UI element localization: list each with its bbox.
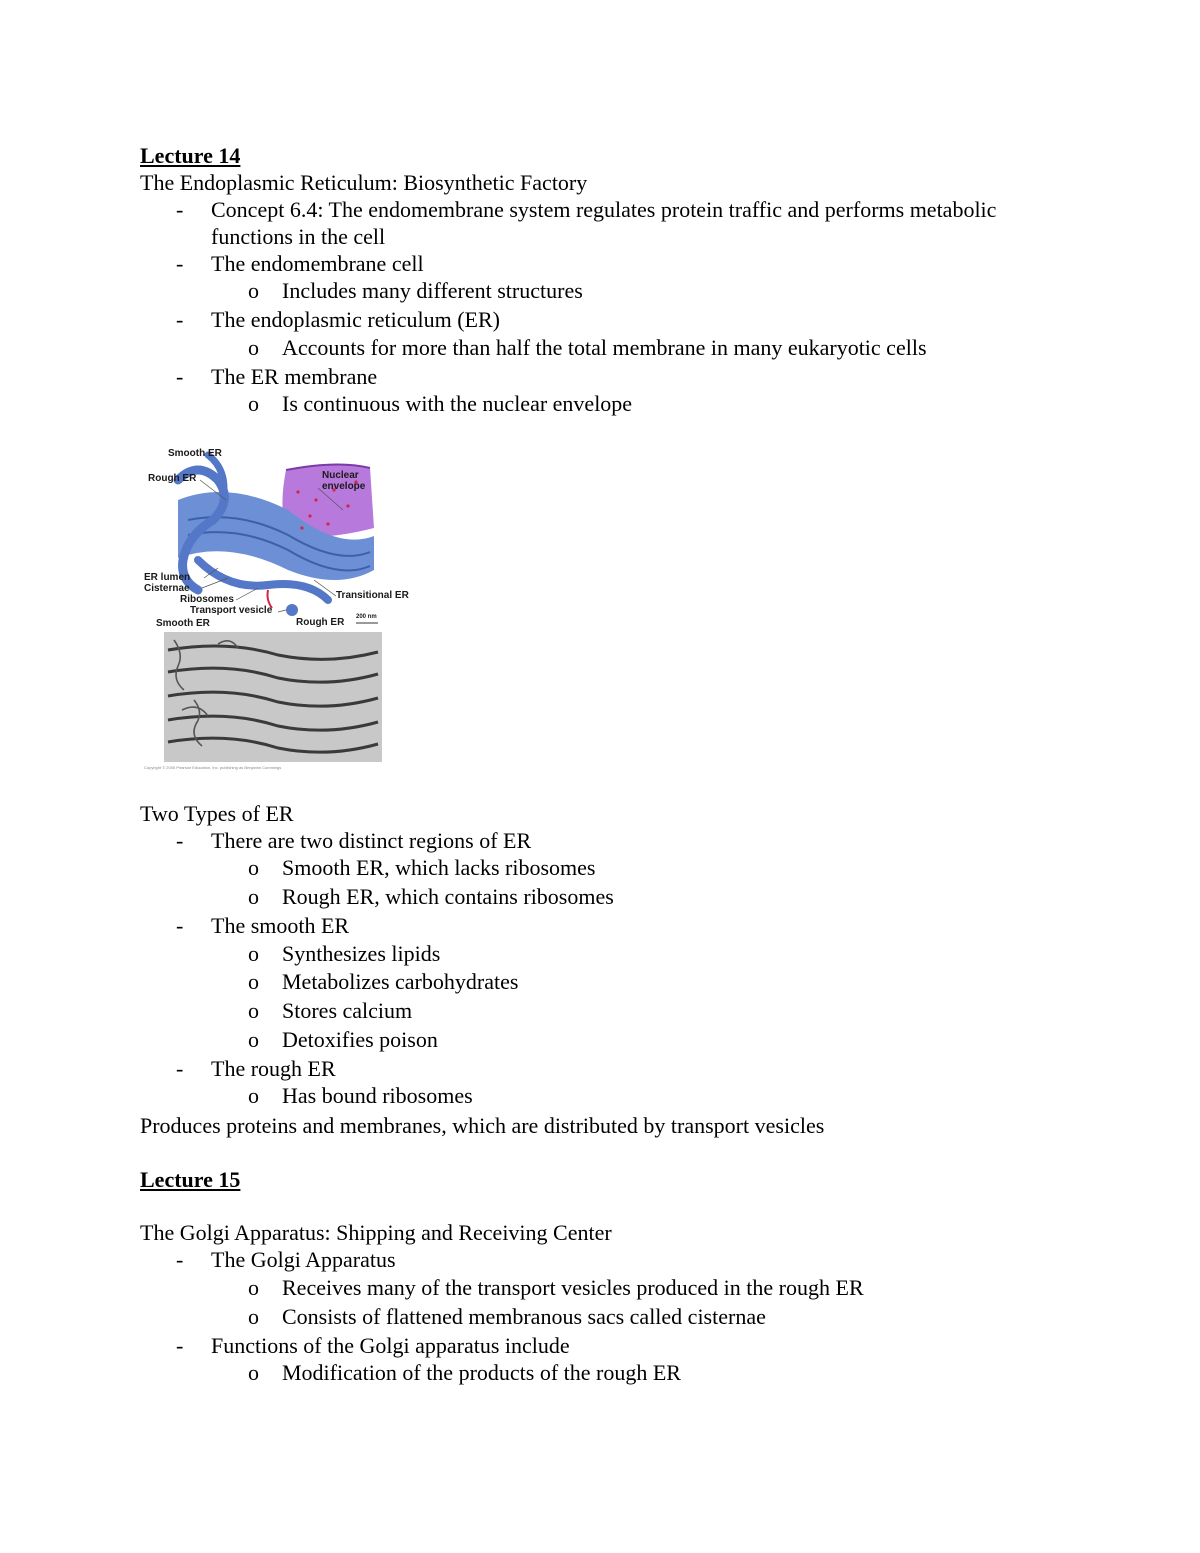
bullet-marker: o: [248, 1304, 259, 1329]
sub-list-item: Synthesizes lipids: [282, 941, 441, 966]
label-transitional-er: Transitional ER: [336, 590, 409, 601]
er-diagram-illustration: [138, 440, 418, 772]
lecture15-heading: Lecture 15: [140, 1167, 241, 1192]
sub-list-item: Includes many different structures: [282, 278, 583, 303]
bullet-marker: o: [248, 391, 259, 416]
sub-list-item: Is continuous with the nuclear envelope: [282, 391, 633, 416]
list-item: There are two distinct regions of ER: [211, 828, 532, 853]
list-item-continuation: functions in the cell: [211, 224, 386, 249]
list-item: The ER membrane: [211, 364, 378, 389]
label-cisternae: Cisternae: [144, 583, 190, 594]
bullet-marker: o: [248, 278, 259, 303]
label-nuclear-envelope-2: envelope: [322, 481, 366, 492]
sub-list-item: Rough ER, which contains ribosomes: [282, 884, 614, 909]
dash-marker: -: [176, 197, 184, 222]
label-ribosomes: Ribosomes: [180, 594, 234, 605]
two-types-closing: Produces proteins and membranes, which are distributed by transport vesicles: [140, 1113, 825, 1138]
bullet-marker: o: [248, 969, 259, 994]
dash-marker: -: [176, 828, 184, 853]
dash-marker: -: [176, 1056, 184, 1081]
sub-list-item: Detoxifies poison: [282, 1027, 438, 1052]
bullet-marker: o: [248, 884, 259, 909]
dash-marker: -: [176, 1333, 184, 1358]
bullet-marker: o: [248, 335, 259, 360]
list-item: The endoplasmic reticulum (ER): [211, 307, 500, 332]
bullet-marker: o: [248, 855, 259, 880]
bullet-marker: o: [248, 1360, 259, 1385]
bullet-marker: o: [248, 941, 259, 966]
list-item: The smooth ER: [211, 913, 350, 938]
sub-list-item: Has bound ribosomes: [282, 1083, 473, 1108]
list-item: The rough ER: [211, 1056, 336, 1081]
dash-marker: -: [176, 307, 184, 332]
label-er-lumen: ER lumen: [144, 572, 191, 583]
lecture15-title: The Golgi Apparatus: Shipping and Receiving Center: [140, 1220, 612, 1245]
label-smooth-er-bottom: Smooth ER: [156, 618, 210, 629]
label-rough-er-top: Rough ER: [148, 473, 197, 484]
two-types-title: Two Types of ER: [140, 801, 294, 826]
dash-marker: -: [176, 251, 184, 276]
er-figure: [138, 440, 418, 772]
label-scale: 200 nm: [356, 614, 377, 620]
dash-marker: -: [176, 364, 184, 389]
list-item: Concept 6.4: The endomembrane system regulates protein traffic and performs metabolic: [211, 197, 997, 222]
bullet-marker: o: [248, 1275, 259, 1300]
label-smooth-er-top: Smooth ER: [168, 448, 222, 459]
sub-list-item: Smooth ER, which lacks ribosomes: [282, 855, 596, 880]
label-transport-vesicle: Transport vesicle: [190, 605, 273, 616]
label-nuclear-envelope-1: Nuclear: [322, 470, 359, 481]
dash-marker: -: [176, 1247, 184, 1272]
sub-list-item: Accounts for more than half the total membrane in many eukaryotic cells: [282, 335, 927, 360]
dash-marker: -: [176, 913, 184, 938]
sub-list-item: Consists of flattened membranous sacs called cisternae: [282, 1304, 766, 1329]
list-item: The Golgi Apparatus: [211, 1247, 396, 1272]
sub-list-item: Stores calcium: [282, 998, 413, 1023]
figure-copyright: Copyright © 2005 Pearson Education, Inc. publishing as Benjamin Cummings: [144, 765, 282, 770]
bullet-marker: o: [248, 998, 259, 1023]
lecture14-title: The Endoplasmic Reticulum: Biosynthetic Factory: [140, 170, 588, 195]
list-item: The endomembrane cell: [211, 251, 424, 276]
bullet-marker: o: [248, 1083, 259, 1108]
lecture14-heading: Lecture 14: [140, 143, 241, 168]
sub-list-item: Modification of the products of the rough ER: [282, 1360, 681, 1385]
label-rough-er-bottom: Rough ER: [296, 617, 345, 628]
sub-list-item: Receives many of the transport vesicles produced in the rough ER: [282, 1275, 864, 1300]
sub-list-item: Metabolizes carbohydrates: [282, 969, 519, 994]
list-item: Functions of the Golgi apparatus include: [211, 1333, 570, 1358]
bullet-marker: o: [248, 1027, 259, 1052]
